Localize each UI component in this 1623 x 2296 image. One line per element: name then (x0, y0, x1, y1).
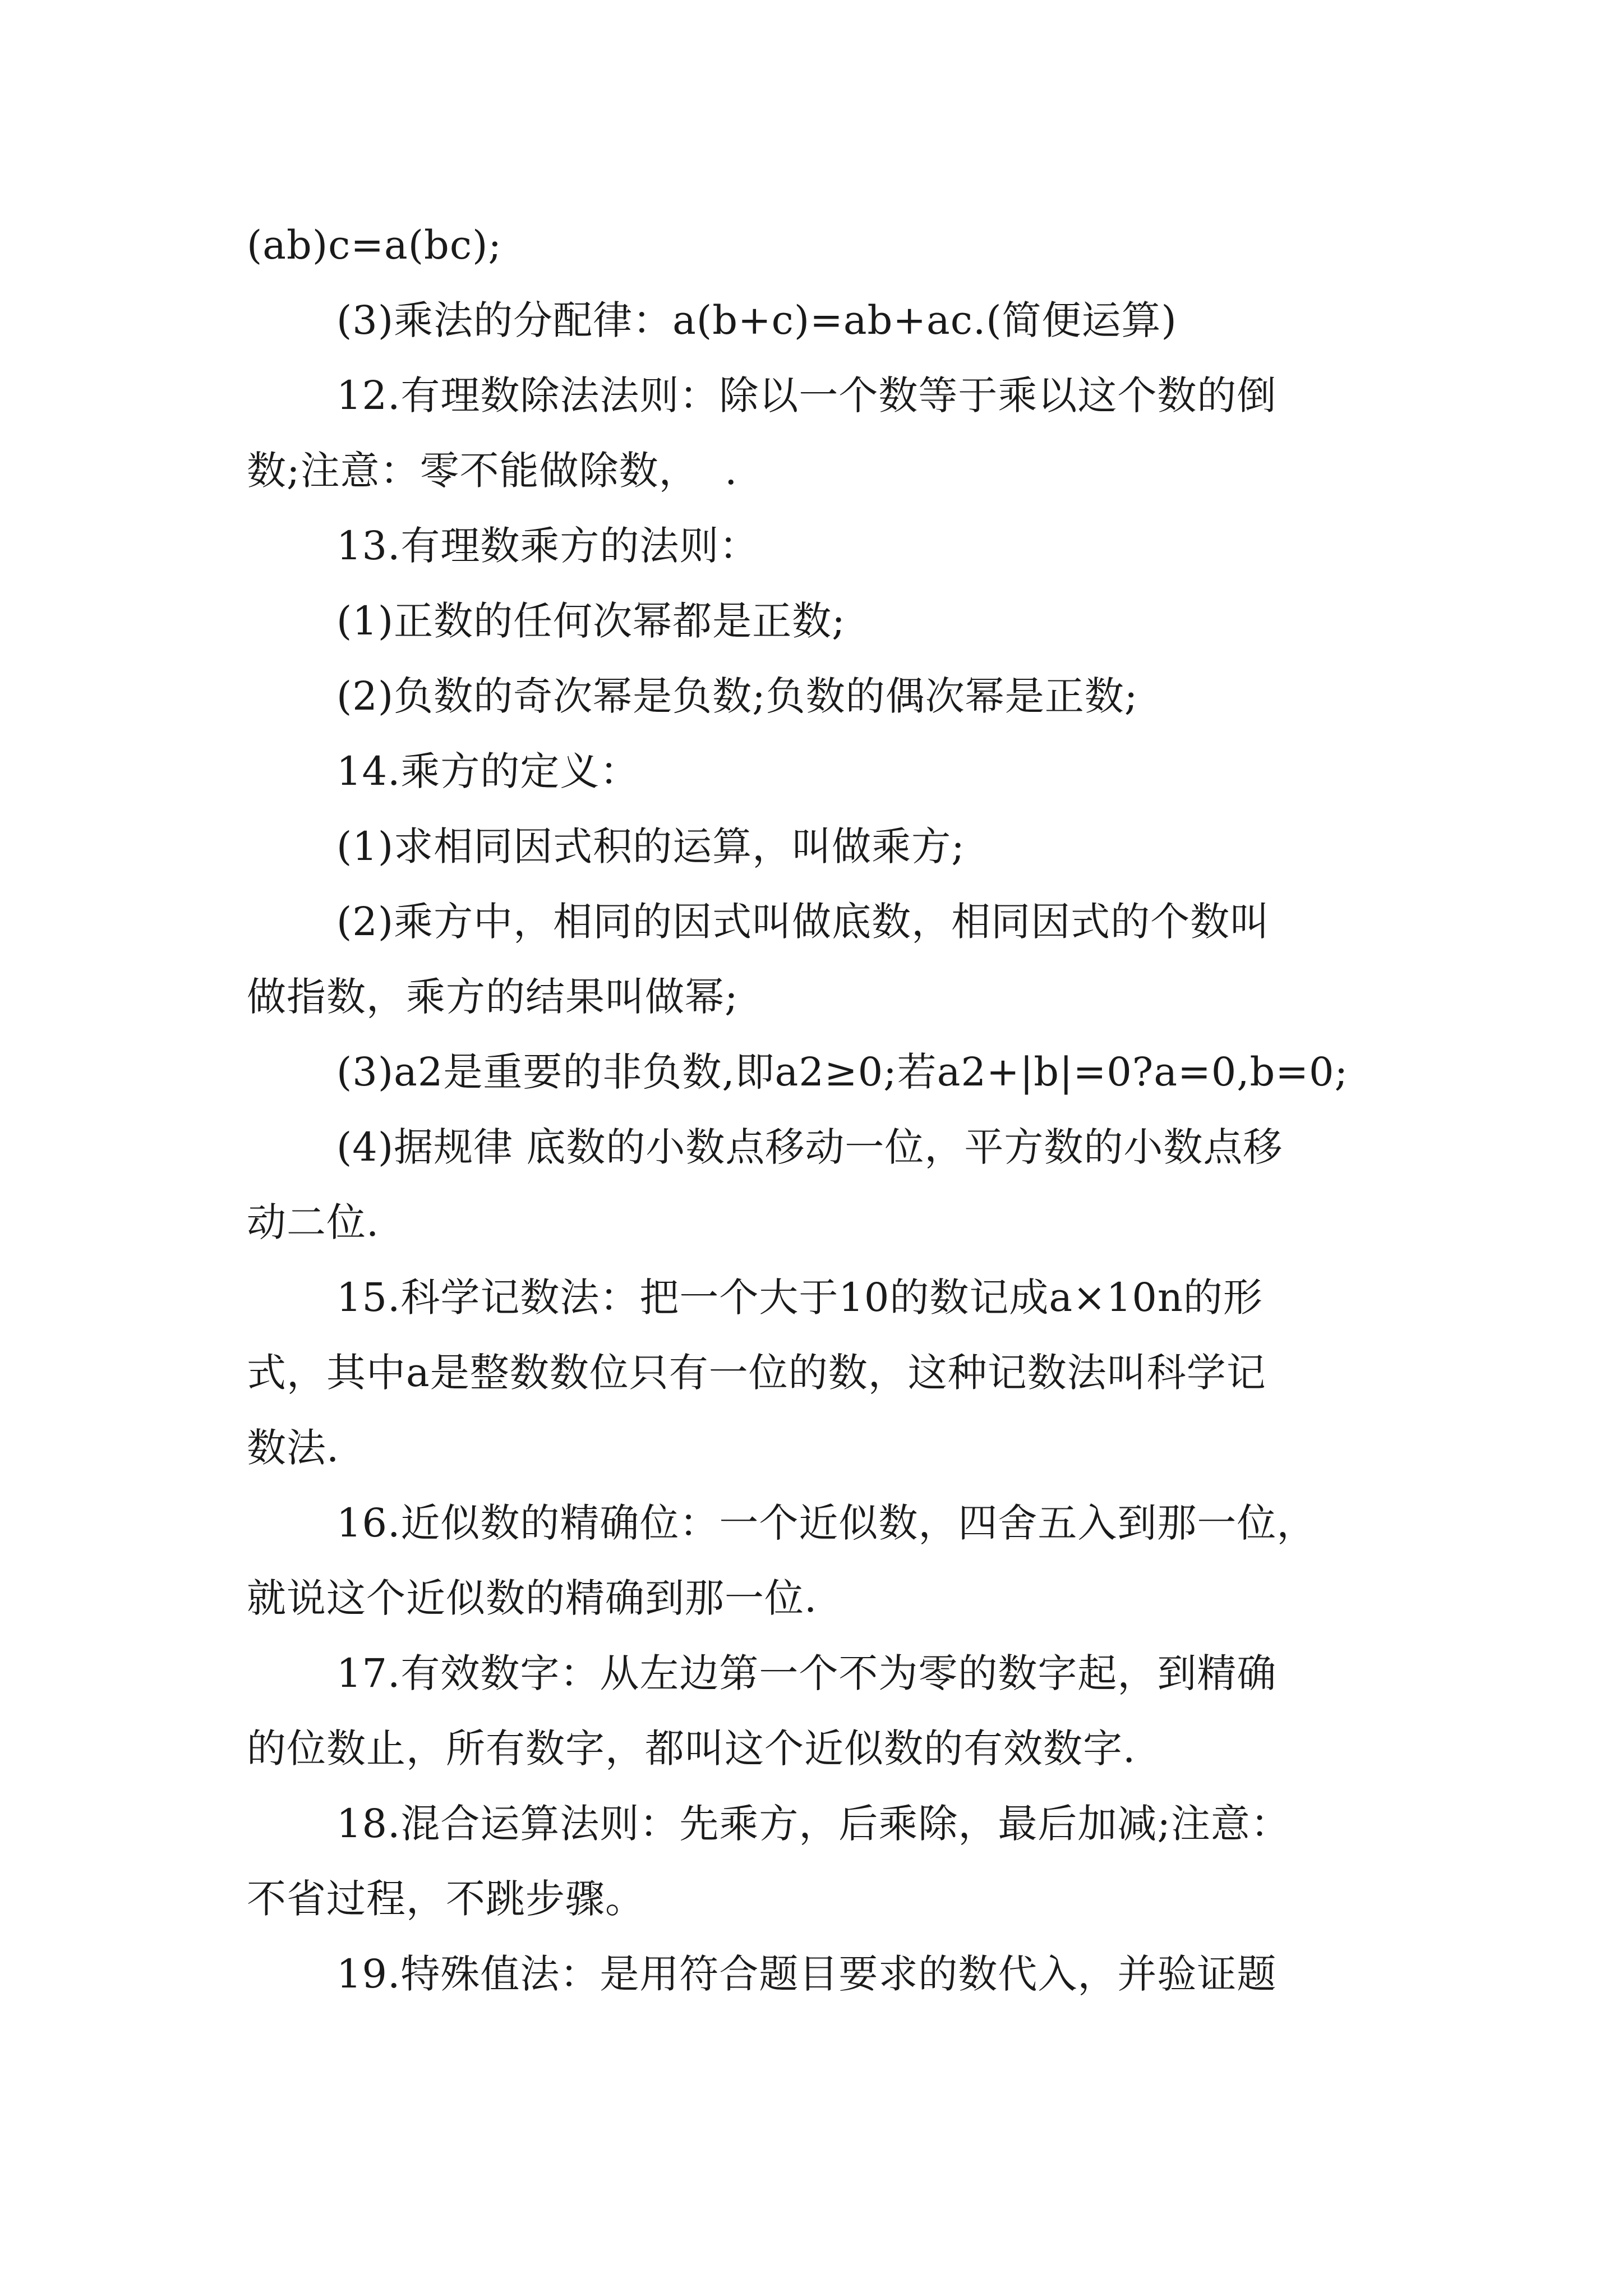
text-line: 数法. (247, 1425, 340, 1471)
text-line: 的位数止，所有数字，都叫这个近似数的有效数字. (247, 1726, 1136, 1772)
text-line: (1)正数的任何次幂都是正数; (336, 598, 846, 644)
text-line: 式，其中a是整数数位只有一位的数，这种记数法叫科学记 (247, 1350, 1266, 1396)
text-line: 不省过程，不跳步骤。 (247, 1876, 645, 1922)
text-line: 18.混合运算法则：先乘方，后乘除，最后加减;注意： (336, 1801, 1290, 1847)
text-line: 13.有理数乘方的法则： (336, 523, 759, 569)
text-line: 动二位. (247, 1199, 380, 1245)
text-line: (3)a2是重要的非负数,即a2≥0;若a2+|b|=0?a=0,b=0; (336, 1049, 1349, 1095)
text-line: 就说这个近似数的精确到那一位. (247, 1575, 818, 1621)
text-line: (3)乘法的分配律：a(b+c)=ab+ac.(简便运算) (336, 297, 1177, 343)
text-line: 14.乘方的定义： (336, 748, 640, 794)
text-line: (2)负数的奇次幂是负数;负数的偶次幂是正数; (336, 673, 1138, 719)
text-line: 15.科学记数法：把一个大于10的数记成a×10n的形 (336, 1274, 1263, 1320)
text-line: (4)据规律 底数的小数点移动一位，平方数的小数点移 (336, 1124, 1283, 1170)
text-line: (1)求相同因式积的运算，叫做乘方; (336, 823, 965, 869)
text-line: (ab)c=a(bc); (247, 222, 502, 268)
text-line: 做指数，乘方的结果叫做幂; (247, 974, 739, 1020)
text-line: (2)乘方中，相同的因式叫做底数，相同因式的个数叫 (336, 899, 1270, 945)
document-body (247, 208, 1385, 2012)
text-line: 12.有理数除法法则：除以一个数等于乘以这个数的倒 (336, 372, 1277, 418)
text-line: 数;注意：零不能做除数， . (247, 448, 738, 494)
text-line: 19.特殊值法：是用符合题目要求的数代入，并验证题 (336, 1951, 1277, 1997)
text-line: 17.有效数字：从左边第一个不为零的数字起，到精确 (336, 1650, 1277, 1696)
text-line: 16.近似数的精确位：一个近似数，四舍五入到那一位， (336, 1500, 1317, 1546)
